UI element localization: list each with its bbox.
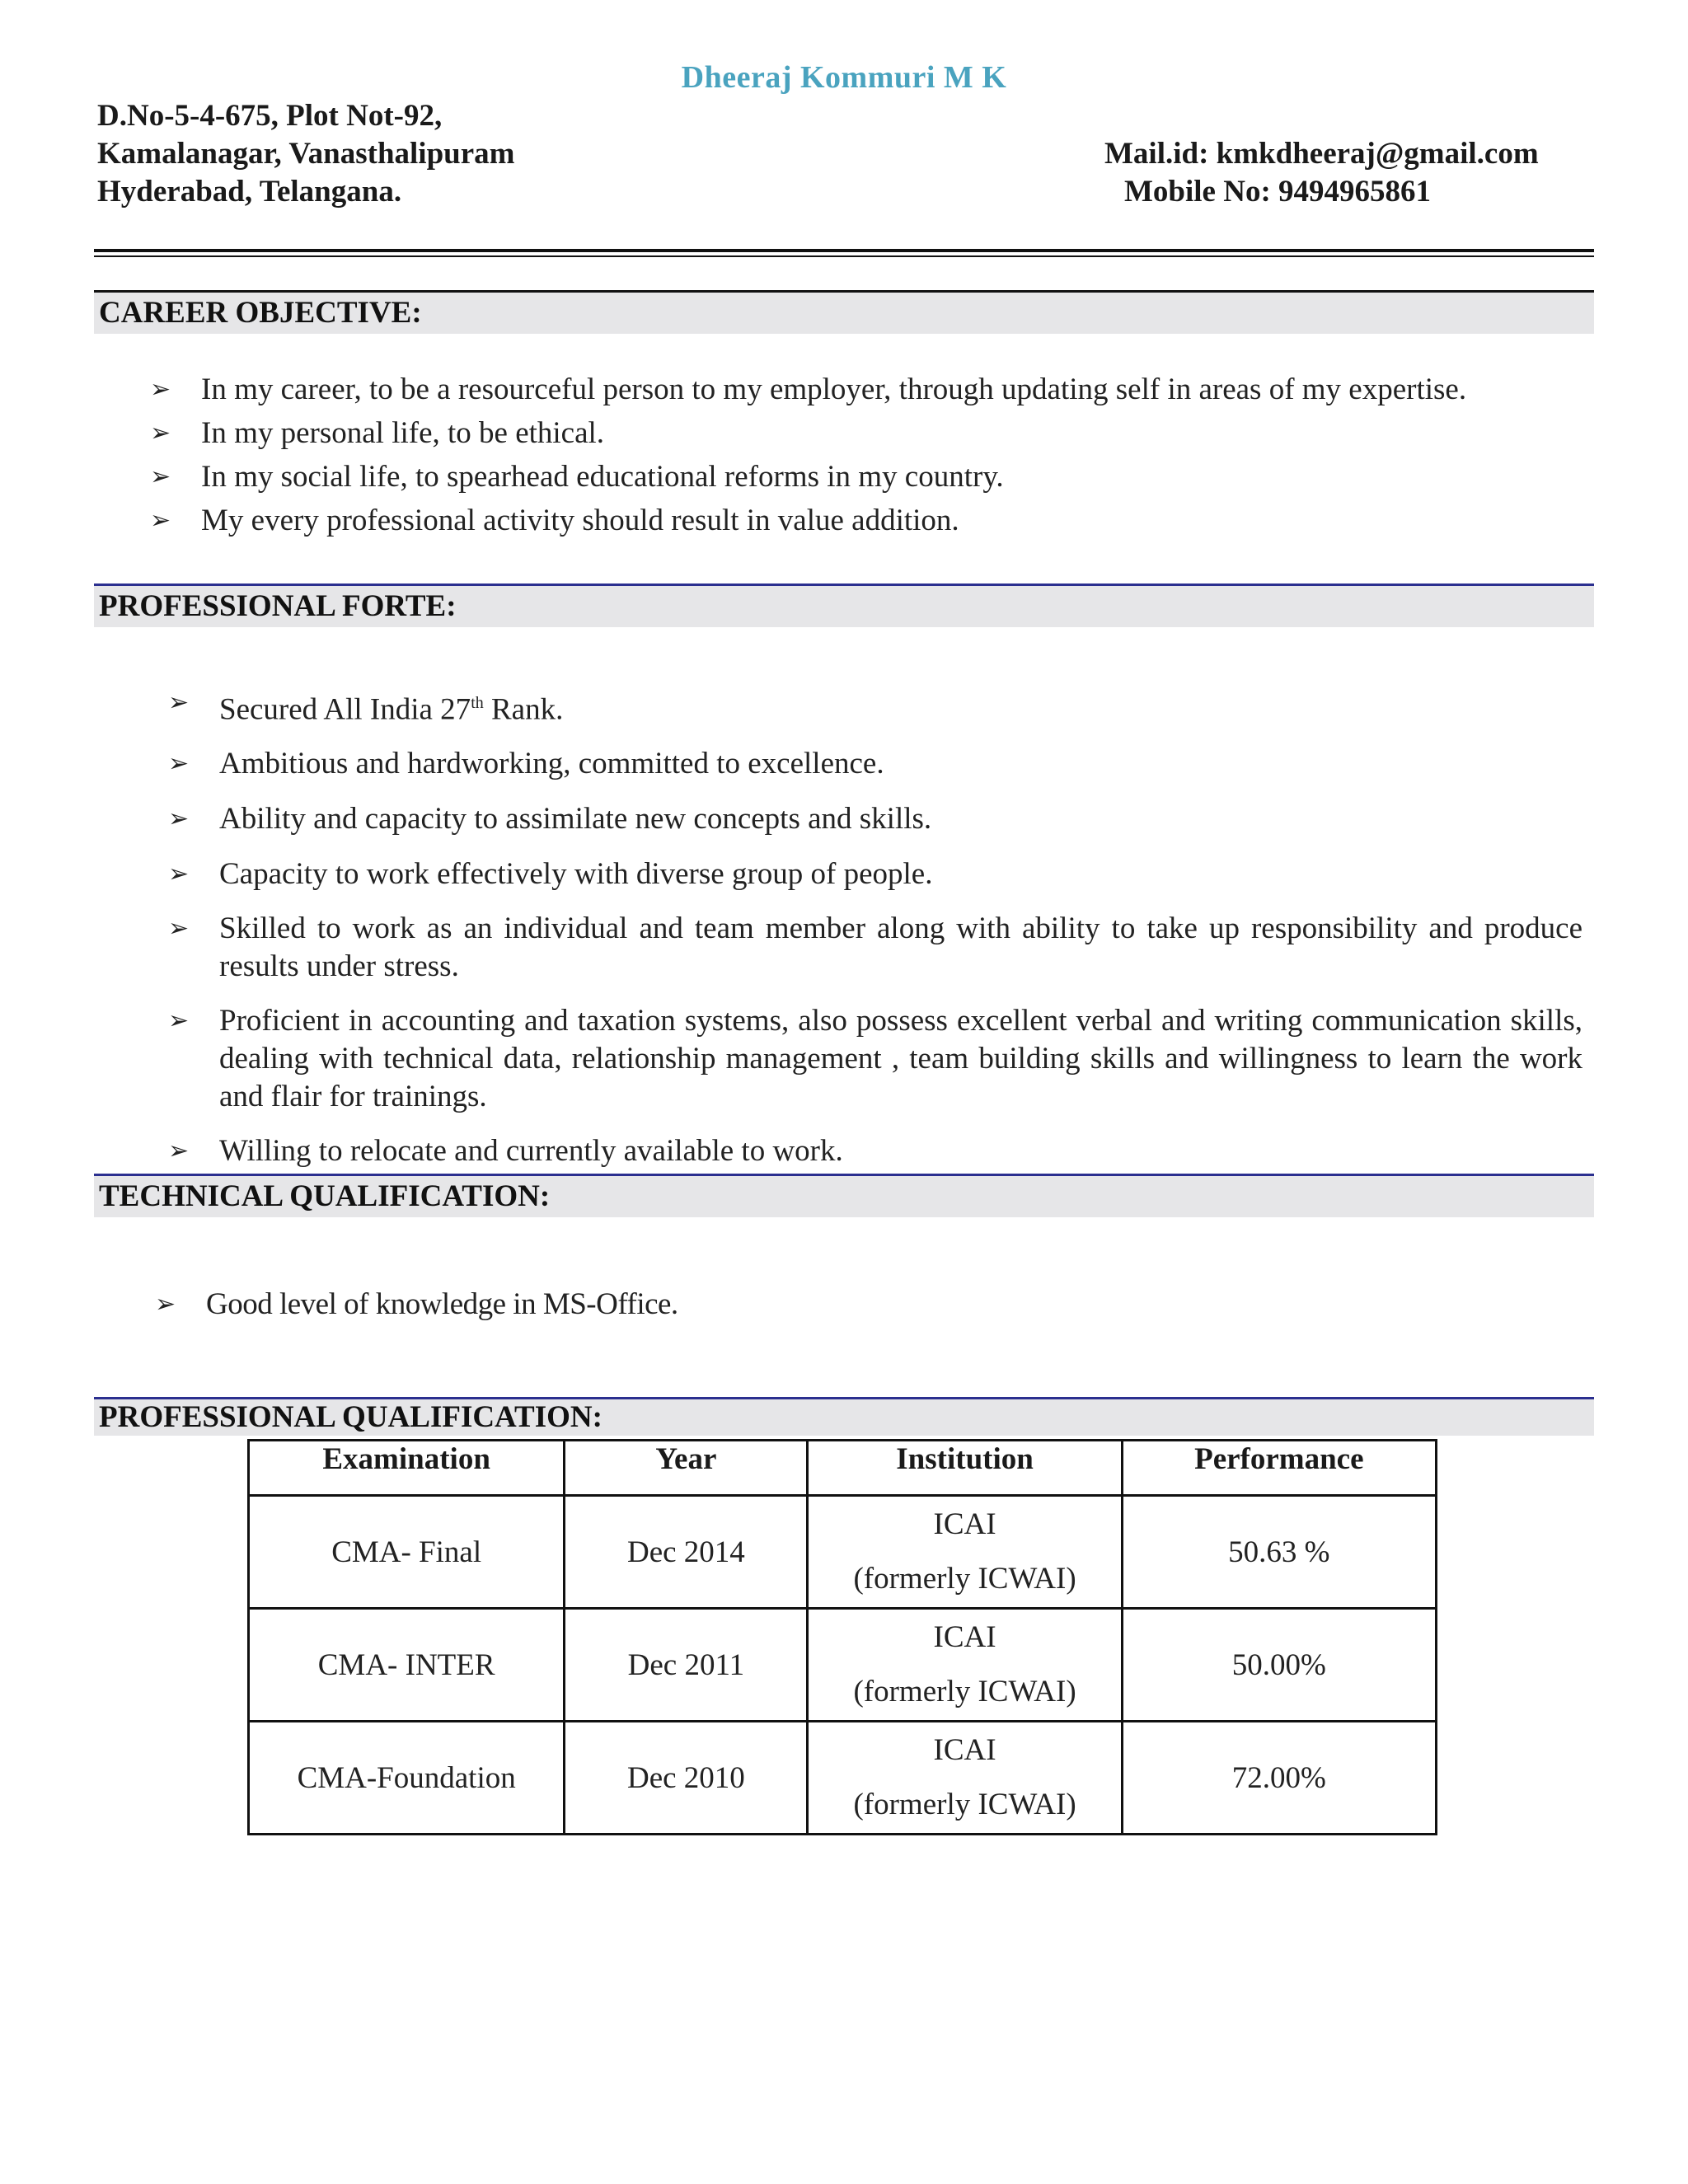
list-item: ➢ In my personal life, to be ethical. xyxy=(150,411,1601,455)
arrow-bullet-icon: ➢ xyxy=(168,804,190,834)
arrow-bullet-icon: ➢ xyxy=(168,860,190,889)
professional-forte-list xyxy=(168,684,1582,1170)
career-objective-list xyxy=(150,368,1601,542)
table-row xyxy=(249,1722,1437,1835)
institution-cell: ICAI (formerly ICWAI) xyxy=(808,1609,1122,1722)
list-item: ➢ Ability and capacity to assimilate new concepts and skills. xyxy=(168,800,1582,838)
qualification-table xyxy=(247,1439,1437,1835)
header-divider xyxy=(94,249,1594,257)
section-heading-professional-forte: PROFESSIONAL FORTE: xyxy=(94,583,1594,627)
arrow-bullet-icon: ➢ xyxy=(168,688,190,717)
list-item: ➢ Secured All India 27th Rank. xyxy=(168,684,1582,729)
table-row xyxy=(249,1496,1437,1609)
list-item: ➢ Good level of knowledge in MS-Office. xyxy=(155,1284,1556,1325)
section-heading-career-objective: CAREER OBJECTIVE: xyxy=(94,290,1594,334)
exam-cell: CMA-Foundation xyxy=(249,1722,565,1835)
exam-cell: CMA- INTER xyxy=(249,1609,565,1722)
arrow-bullet-icon: ➢ xyxy=(168,914,190,944)
technical-qualification-list xyxy=(155,1284,1556,1325)
performance-cell: 72.00% xyxy=(1122,1722,1436,1835)
table-row xyxy=(249,1609,1437,1722)
column-header: Performance xyxy=(1122,1441,1436,1496)
list-item: ➢ Willing to relocate and currently available to work. xyxy=(168,1132,1582,1170)
performance-cell: 50.00% xyxy=(1122,1609,1436,1722)
year-cell: Dec 2010 xyxy=(565,1722,808,1835)
arrow-bullet-icon: ➢ xyxy=(168,1006,190,1036)
arrow-bullet-icon: ➢ xyxy=(150,506,171,535)
arrow-bullet-icon: ➢ xyxy=(168,749,190,779)
institution-cell: ICAI (formerly ICWAI) xyxy=(808,1722,1122,1835)
list-item: ➢ Capacity to work effectively with diverse group of people. xyxy=(168,855,1582,893)
list-item: ➢ Proficient in accounting and taxation systems, also possess excellent verbal and writing communication skills, dealing with technical data, relationship management , team building skills and willingness to learn the work and flair for trainings. xyxy=(168,1004,1582,1114)
performance-cell: 50.63 % xyxy=(1122,1496,1436,1609)
exam-cell: CMA- Final xyxy=(249,1496,565,1609)
email-text: Mail.id: kmkdheeraj@gmail.com xyxy=(1104,137,1539,171)
list-item: ➢ My every professional activity should result in value addition. xyxy=(150,499,1601,542)
year-cell: Dec 2014 xyxy=(565,1496,808,1609)
list-item: ➢ Ambitious and hardworking, committed to excellence. xyxy=(168,745,1582,783)
section-heading-technical-qualification: TECHNICAL QUALIFICATION: xyxy=(94,1174,1594,1217)
arrow-bullet-icon: ➢ xyxy=(150,462,171,491)
table-header-row xyxy=(249,1441,1437,1496)
column-header: Year xyxy=(565,1441,808,1496)
section-heading-professional-qualification: PROFESSIONAL QUALIFICATION: xyxy=(94,1397,1594,1436)
address-line: Hyderabad, Telangana. xyxy=(97,175,402,209)
year-cell: Dec 2011 xyxy=(565,1609,808,1722)
arrow-bullet-icon: ➢ xyxy=(168,1137,190,1166)
arrow-bullet-icon: ➢ xyxy=(150,419,171,448)
address-line: Kamalanagar, Vanasthalipuram xyxy=(97,137,515,171)
column-header: Examination xyxy=(249,1441,565,1496)
list-item: ➢ In my career, to be a resourceful person to my employer, through updating self in areas of my expertise. xyxy=(150,368,1601,411)
address-block xyxy=(97,97,514,211)
candidate-name: Dheeraj Kommuri M K xyxy=(681,60,1007,95)
arrow-bullet-icon: ➢ xyxy=(150,375,171,404)
institution-cell: ICAI (formerly ICWAI) xyxy=(808,1496,1122,1609)
column-header: Institution xyxy=(808,1441,1122,1496)
address-line: D.No-5-4-675, Plot Not-92, xyxy=(97,99,443,133)
list-item: ➢ Skilled to work as an individual and team member along with ability to take up responsibility and produce results under stress. xyxy=(168,912,1582,984)
arrow-bullet-icon: ➢ xyxy=(155,1290,176,1319)
mobile-text: Mobile No: 9494965861 xyxy=(1124,175,1432,209)
list-item: ➢ In my social life, to spearhead educational reforms in my country. xyxy=(150,455,1601,499)
contact-block xyxy=(1104,135,1539,211)
